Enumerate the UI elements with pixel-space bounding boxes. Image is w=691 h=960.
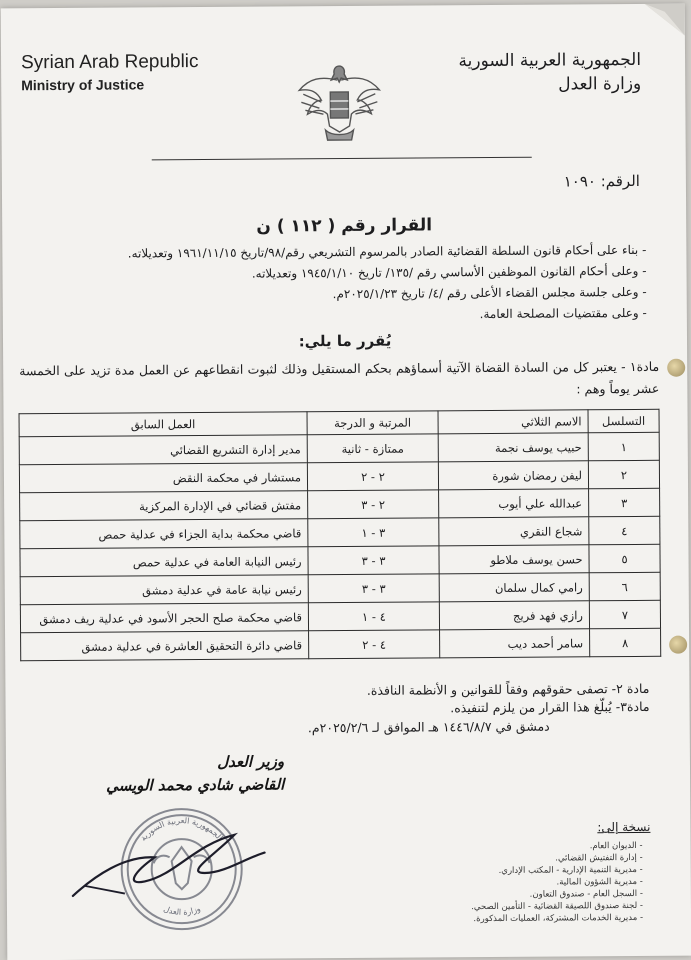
cell-previous-post: رئيس نيابة عامة في عدلية دمشق xyxy=(20,575,308,605)
arabic-header xyxy=(458,48,641,97)
english-header xyxy=(21,51,199,93)
seal-top-text: الجمهورية العربية السورية xyxy=(138,816,225,843)
cell-previous-post: قاضي محكمة بداية الجزاء في عدلية حمص xyxy=(20,519,308,549)
svg-text:وزارة العدل xyxy=(162,904,202,917)
preamble-line: - وعلى جلسة مجلس القضاء الأعلى رقم /٤/ تاريخ ٢٠٢٥/١/٢٣م. xyxy=(332,284,647,302)
decides-heading: يُقرر ما يلي: xyxy=(298,331,392,351)
cell-serial: ٦ xyxy=(589,572,660,600)
table-row xyxy=(20,516,660,548)
list-item: - السجل العام - صندوق التعاون. xyxy=(529,888,643,900)
signature-scribble-icon xyxy=(64,815,275,906)
reference-number: الرقم: ١٠٩٠ xyxy=(563,171,640,191)
document-sheet xyxy=(1,4,691,960)
signature-block xyxy=(106,750,284,797)
pushpin-icon xyxy=(667,359,685,377)
list-item: - لجنة صندوق اللصيقة القضائية - التأمين الصحي. xyxy=(471,900,644,913)
list-item: - مديرية الشؤون المالية. xyxy=(556,876,643,888)
cell-previous-post: قاضي محكمة صلح الحجر الأسود في عدلية ريف دمشق xyxy=(20,603,308,633)
en-ministry: Ministry of Justice xyxy=(21,76,145,94)
syria-emblem-icon xyxy=(291,56,388,147)
header-rank: المرتبة و الدرجة xyxy=(307,411,438,435)
list-item: - مديرية الخدمات المشتركة، العمليات المذكورة. xyxy=(473,912,644,925)
preamble-line: - وعلى أحكام القانون الموظفين الأساسي رقم /١٣٥/ تاريخ ١٩٤٥/١/١٠ وتعديلاته. xyxy=(251,263,647,281)
ar-country: الجمهورية العربية السورية xyxy=(458,49,642,72)
copies-heading: نسخة إلى: xyxy=(597,819,651,835)
list-item: - الديوان العام. xyxy=(589,840,643,852)
ar-ministry: وزارة العدل xyxy=(558,73,642,95)
cell-rank: ٣ - ١ xyxy=(308,518,439,547)
cell-name: عبدالله علي أيوب xyxy=(439,489,589,518)
cell-serial: ١ xyxy=(588,432,659,460)
decision-title: القرار رقم ( ١١٢ ) ن xyxy=(256,215,433,237)
paper-corner-fold xyxy=(625,4,685,44)
cell-rank: ٢ - ٢ xyxy=(307,462,438,491)
cell-serial: ٤ xyxy=(589,516,660,544)
list-item: - إدارة التفتيش القضائي. xyxy=(555,852,643,864)
cell-name: شجاع النقري xyxy=(439,517,589,546)
cell-name: رازي فهد فريج xyxy=(439,601,589,630)
pushpin-icon xyxy=(669,636,687,654)
cell-name: سامر أحمد ديب xyxy=(440,629,590,658)
cell-name: حسن يوسف ملاطو xyxy=(439,545,589,574)
cell-rank: ممتازة - ثانية xyxy=(307,434,438,463)
cell-rank: ٢ - ٣ xyxy=(308,490,439,519)
cell-previous-post: مفتش قضائي في الإدارة المركزية xyxy=(20,491,308,521)
cell-name: ليفن رمضان شورة xyxy=(438,461,588,490)
table-row xyxy=(19,432,659,464)
cell-serial: ٣ xyxy=(589,488,660,516)
article-2: مادة ٢- تصفى حقوقهم وفقاً للقوانين و الأنظمة النافذة. xyxy=(366,680,650,698)
table-row xyxy=(19,460,659,492)
header-name: الاسم الثلاثي xyxy=(438,410,588,434)
minister-title: وزير العدل xyxy=(217,752,285,771)
cell-rank: ٤ - ٢ xyxy=(309,630,440,659)
cell-serial: ٢ xyxy=(588,460,659,488)
article-1: مادة١ - يعتبر كل من السادة القضاة الآتية أسماؤهم بحكم المستقيل وذلك لثبوت انقطاعهم عن العمل مدة تزيد على الخمسة عشر يوماً وهم : xyxy=(19,358,660,397)
cell-previous-post: قاضي دائرة التحقيق العاشرة في عدلية دمشق xyxy=(21,631,309,661)
en-country: Syrian Arab Republic xyxy=(20,51,199,74)
date-line: دمشق في ١٤٤٦/٨/٧ هـ الموافق لـ ٢٠٢٥/٢/٦م. xyxy=(307,718,550,736)
preamble-line: - بناء على أحكام قانون السلطة القضائية الصادر بالمرسوم التشريعي رقم/٩٨/تاريخ ١٩٦١/١١/١٥ وتعديلاته. xyxy=(127,242,647,261)
seal-bottom-text: وزارة العدل xyxy=(162,904,202,917)
cell-serial: ٥ xyxy=(589,544,660,572)
article-3: مادة٣- يُبلّغ هذا القرار من يلزم لتنفيذه. xyxy=(450,698,650,716)
list-item: - مديرية التنمية الإدارية - المكتب الإداري. xyxy=(498,864,643,876)
cell-previous-post: مدير إدارة التشريع القضائي xyxy=(19,435,307,465)
table-row xyxy=(20,544,660,576)
header-previous-post: العمل السابق xyxy=(19,412,307,437)
articles-2-3 xyxy=(367,680,650,718)
header-serial: التسلسل xyxy=(588,409,659,432)
table-row xyxy=(21,628,661,660)
cell-previous-post: مستشار في محكمة النقض xyxy=(19,463,307,493)
cell-rank: ٣ - ٣ xyxy=(308,546,439,575)
preamble xyxy=(128,240,647,328)
header-divider xyxy=(152,157,532,161)
cell-rank: ٤ - ١ xyxy=(308,602,439,631)
cell-serial: ٨ xyxy=(590,628,661,656)
judges-table xyxy=(19,409,662,661)
cell-name: رامي كمال سلمان xyxy=(439,573,589,602)
cell-rank: ٣ - ٣ xyxy=(308,574,439,603)
cell-previous-post: رئيس النيابة العامة في عدلية حمص xyxy=(20,547,308,577)
table-row xyxy=(20,488,660,520)
table-row xyxy=(20,600,660,632)
preamble-line: - وعلى مقتضيات المصلحة العامة. xyxy=(479,305,647,322)
cell-serial: ٧ xyxy=(589,600,660,628)
copies-list xyxy=(471,840,643,925)
table-row xyxy=(20,572,660,604)
cell-name: حبيب يوسف نجمة xyxy=(438,433,588,462)
minister-name: القاضي شادي محمد الويسي xyxy=(106,775,285,795)
